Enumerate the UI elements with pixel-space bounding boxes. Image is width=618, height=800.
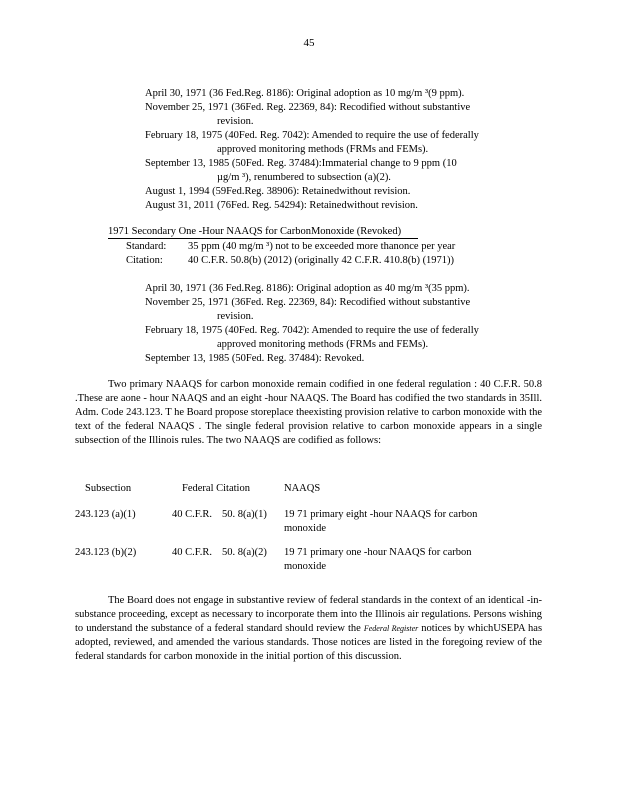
header-federal-citation: Federal Citation (182, 483, 250, 494)
cell-subsection: 243.123 (a)(1) (75, 509, 136, 520)
citation-label: Citation: (126, 255, 163, 266)
cell-naaqs: 19 71 primary eight -hour NAAQS for carbon monoxide (284, 509, 478, 534)
history-entry (145, 87, 535, 101)
history-line: November 25, 1971 (36Fed. Reg. 22369, 84): Recodified without substantive (145, 102, 471, 113)
history-line: April 30, 1971 (36 Fed.Reg. 8186): Original adoption as 10 mg/m ³(9 ppm). (145, 88, 465, 99)
history-line: November 25, 1971 (36Fed. Reg. 22369, 84): Recodified without substantive (145, 297, 471, 308)
cell-federal: 40 C.F.R. (172, 509, 213, 520)
paragraph-2 (75, 594, 542, 664)
history-list-2 (145, 282, 535, 366)
history-entry (145, 296, 535, 324)
paragraph-2-part-b: notices by whichUSEPA has adopted, reviewed, and amended the various standards. Those notices are listed in the foregoing review of the federal standards for carbon monoxide in the initial portion of this discussion. (75, 623, 543, 662)
history-line-continued: revision. (217, 311, 254, 322)
history-line: February 18, 1975 (40Fed. Reg. 7042): Amended to require the use of federally (145, 325, 479, 336)
citation-text: 40 C.F.R. 50.8(b) (2012) (originally 42 C.F.R. 410.8(b) (1971)) (188, 255, 455, 266)
page-number: 45 (303, 37, 315, 49)
federal-register-italic: Federal Register (363, 624, 419, 633)
cell-federal: 40 C.F.R. (172, 547, 213, 558)
history-entry (145, 199, 535, 213)
history-entry (145, 282, 535, 296)
history-entry (145, 352, 535, 366)
table-header-row (75, 482, 494, 496)
table-row (75, 546, 494, 574)
history-line-continued: revision. (217, 116, 254, 127)
history-entry (145, 129, 535, 157)
citation-row (126, 254, 454, 268)
cell-naaqs: 19 71 primary one -hour NAAQS for carbon monoxide (284, 547, 472, 572)
naaqs-table (75, 482, 494, 574)
history-entry (145, 324, 535, 352)
paragraph-1-text: Two primary NAAQS for carbon monoxide remain codified in one federal regulation : 40 C.F.R. 50.8 .These are aone - hour NAAQS and an eight -hour NAAQS. The Board has codified the two standards in 35Ill. Adm. Code 243.123. T he Board propose storeplace theexisting provision relative to carbon monoxide with the text of the federal NAAQS . The single federal provision relative to carbon monoxide appears in a single subsection of the Illinois rules. The two NAAQS are codified as follows: (75, 379, 542, 446)
history-line-continued: approved monitoring methods (FRMs and FEMs). (217, 144, 429, 155)
history-entry (145, 101, 535, 129)
history-line-continued: approved monitoring methods (FRMs and FEMs). (217, 339, 429, 350)
history-line: September 13, 1985 (50Fed. Reg. 37484): Revoked. (145, 353, 365, 364)
table-row (75, 508, 494, 536)
history-line: August 31, 2011 (76Fed. Reg. 54294): Retainedwithout revision. (145, 200, 418, 211)
standard-label: Standard: (126, 241, 167, 252)
cell-citation: 50. 8(a)(1) (222, 509, 267, 520)
history-line: September 13, 1985 (50Fed. Reg. 37484):Immaterial change to 9 ppm (10 (145, 158, 457, 169)
history-entry (145, 185, 535, 199)
header-subsection: Subsection (85, 483, 132, 494)
history-list-1 (145, 87, 535, 213)
history-line-continued: µg/m ³), renumbered to subsection (a)(2). (217, 172, 391, 183)
standard-row (126, 240, 455, 254)
history-line: February 18, 1975 (40Fed. Reg. 7042): Amended to require the use of federally (145, 130, 479, 141)
paragraph-1 (75, 378, 542, 448)
section-heading: 1971 Secondary One -Hour NAAQS for CarbonMonoxide (Revoked) (108, 226, 418, 239)
history-line: August 1, 1994 (59Fed.Reg. 38906): Retainedwithout revision. (145, 186, 411, 197)
paragraph-2-text (75, 594, 542, 664)
history-line: April 30, 1971 (36 Fed.Reg. 8186): Original adoption as 40 mg/m ³(35 ppm). (145, 283, 470, 294)
cell-citation: 50. 8(a)(2) (222, 547, 267, 558)
header-naaqs: NAAQS (284, 483, 321, 494)
cell-subsection: 243.123 (b)(2) (75, 547, 137, 558)
history-entry (145, 157, 535, 185)
paragraph-2-part-a: The Board does not engage in substantive review of federal standards in the context of an identical -in-substance proceeding, except as necessary to incorporate them into the Illinois air regulations. Persons wishing to understand the substance of a federal standard should review the (75, 595, 542, 634)
standard-text: 35 ppm (40 mg/m ³) not to be exceeded more thanonce per year (188, 241, 456, 252)
